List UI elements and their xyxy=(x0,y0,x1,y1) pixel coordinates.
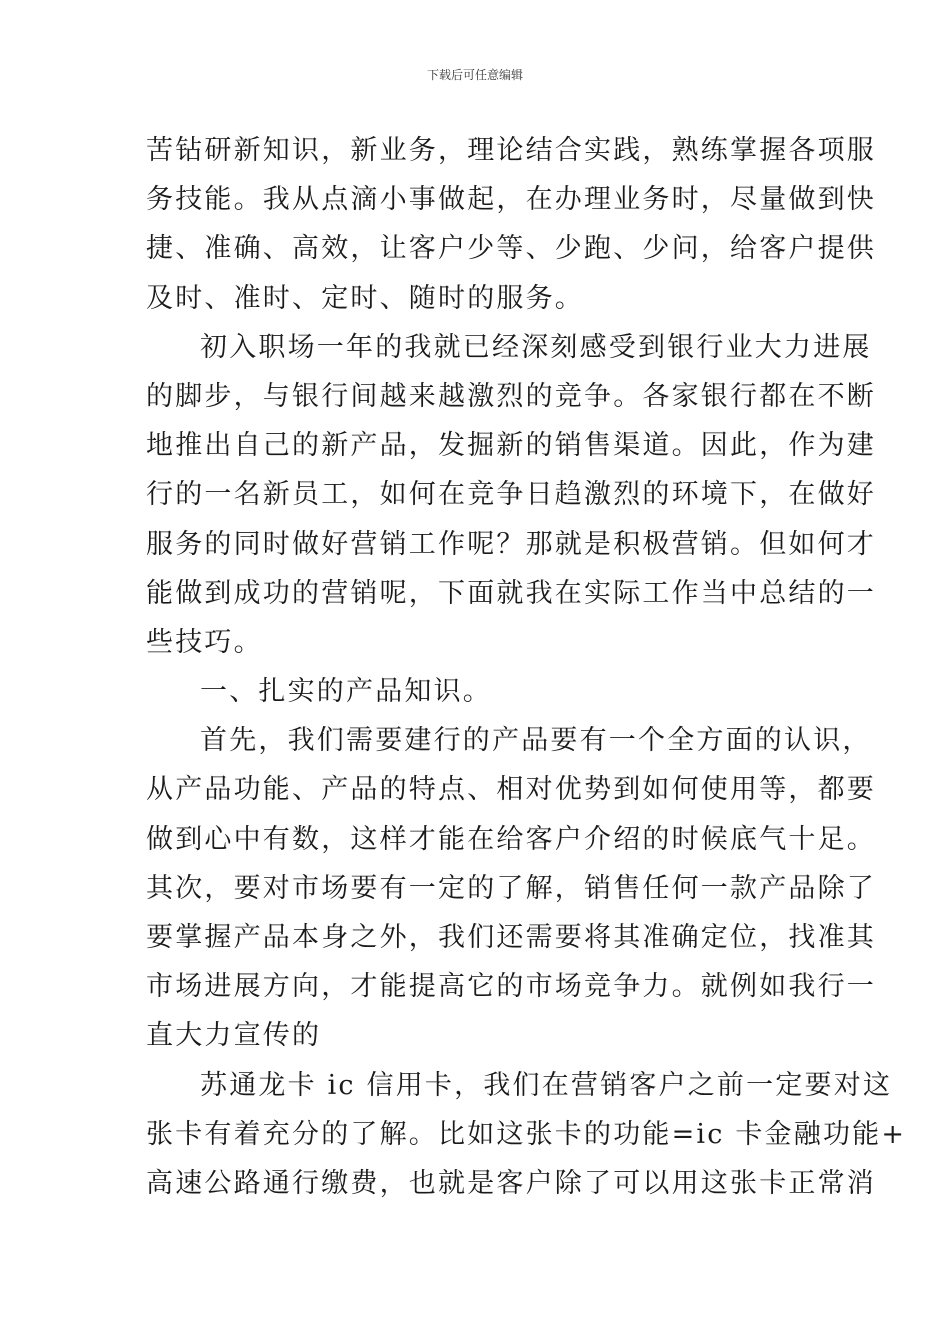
text-line: 捷、准确、高效，让客户少等、少跑、少问，给客户提供 xyxy=(146,233,876,265)
text-line: 张卡有着充分的了解。比如这张卡的功能=ic 卡金融功能+ xyxy=(146,1118,907,1150)
paragraph-3 xyxy=(146,716,876,1060)
text-line: 一、扎实的产品知识。 xyxy=(200,676,492,708)
paragraph-2 xyxy=(146,323,876,667)
text-line: 直大力宣传的 xyxy=(146,1020,322,1052)
text-line: 地推出自己的新产品，发掘新的销售渠道。因此，作为建 xyxy=(146,430,876,462)
text-line: 苦钻研新知识，新业务，理论结合实践，熟练掌握各项服 xyxy=(146,135,876,166)
text-line: 行的一名新员工，如何在竞争日趋激烈的环境下，在做好 xyxy=(146,479,876,511)
text-line: 能做到成功的营销呢，下面就我在实际工作当中总结的一 xyxy=(146,577,876,609)
text-line: 市场进展方向，才能提高它的市场竞争力。就例如我行一 xyxy=(146,971,876,1003)
text-line: 从产品功能、产品的特点、相对优势到如何使用等，都要 xyxy=(146,774,876,806)
text-line: 初入职场一年的我就已经深刻感受到银行业大力进展 xyxy=(200,331,872,363)
text-line: 其次，要对市场要有一定的了解，销售任何一款产品除了 xyxy=(146,872,876,904)
document-body xyxy=(146,126,907,1208)
text-line: 要掌握产品本身之外，我们还需要将其准确定位，找准其 xyxy=(146,922,876,953)
section-heading xyxy=(146,667,811,716)
text-line: 服务的同时做好营销工作呢？那就是积极营销。但如何才 xyxy=(146,528,876,560)
text-line: 些技巧。 xyxy=(146,626,263,658)
text-line: 首先，我们需要建行的产品要有一个全方面的认识， xyxy=(200,725,872,757)
text-line: 及时、准时、定时、随时的服务。 xyxy=(146,282,584,314)
paragraph-4 xyxy=(146,1061,907,1209)
text-line: 务技能。我从点滴小事做起，在办理业务时，尽量做到快 xyxy=(146,184,876,216)
text-line: 高速公路通行缴费，也就是客户除了可以用这张卡正常消 xyxy=(146,1167,876,1199)
paragraph-1 xyxy=(146,126,876,323)
text-line: 的脚步，与银行间越来越激烈的竞争。各家银行都在不断 xyxy=(146,380,876,412)
text-line: 做到心中有数，这样才能在给客户介绍的时候底气十足。 xyxy=(146,823,876,855)
text-line: 苏通龙卡 ic 信用卡，我们在营销客户之前一定要对这 xyxy=(200,1069,893,1101)
page-header: 下载后可任意编辑 xyxy=(426,68,523,82)
